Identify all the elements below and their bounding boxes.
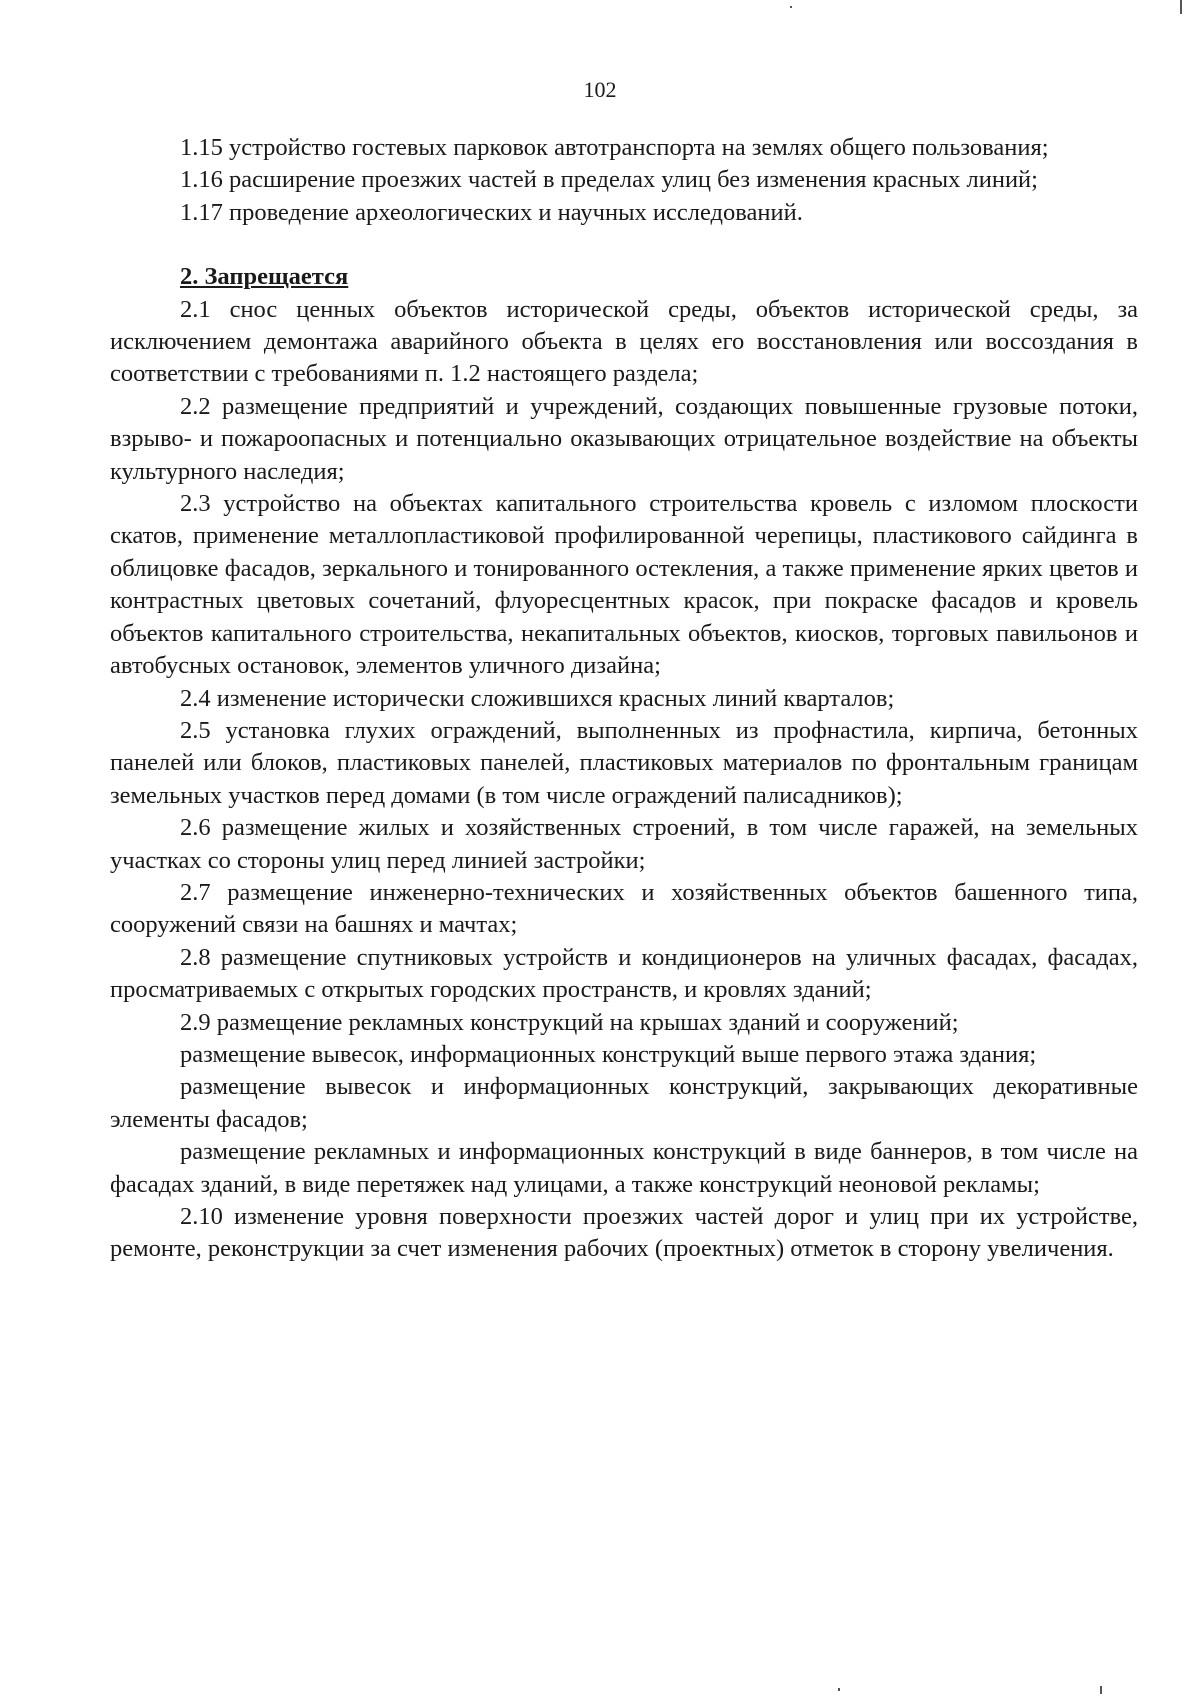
- paragraph-2-6: 2.6 размещение жилых и хозяйственных строений, в том числе гаражей, на земельных участках со стороны улиц перед линией застройки;: [110, 814, 1138, 874]
- section-heading-prohibited: 2. Запрещается: [180, 263, 349, 291]
- paragraph-2-9-signs: размещение вывесок, информационных конструкций выше первого этажа здания;: [180, 1040, 1037, 1068]
- paragraph-2-10: 2.10 изменение уровня поверхности проезжих частей дорог и улиц при их устройстве, ремонте, реконструкции за счет изменения рабочих (проектных) отметок в сторону увеличения.: [110, 1203, 1138, 1263]
- paragraph-2-4: 2.4 изменение исторически сложившихся красных линий кварталов;: [180, 684, 895, 712]
- paragraph-1-15: 1.15 устройство гостевых парковок автотранспорта на землях общего пользования;: [180, 134, 1049, 161]
- paragraph-2-9-banners: размещение рекламных и информационных конструкций в виде баннеров, в том числе на фасадах зданий, в виде перетяжек над улицами, а также конструкций неоновой рекламы;: [110, 1138, 1138, 1198]
- paragraph-2-8: 2.8 размещение спутниковых устройств и кондиционеров на уличных фасадах, фасадах, просматриваемых с открытых городских пространств, и кровлях зданий;: [110, 943, 1138, 1004]
- paragraph-2-9-decor: размещение вывесок и информационных конструкций, закрывающих декоративные элементы фасадов;: [110, 1073, 1138, 1133]
- paragraph-1-17: 1.17 проведение археологических и научных исследований.: [180, 198, 803, 226]
- page-number: 102: [583, 77, 617, 102]
- paragraph-1-16: 1.16 расширение проезжих частей в пределах улиц без изменения красных линий;: [180, 166, 1038, 194]
- scan-artifact-top-dot: [790, 6, 792, 8]
- scan-artifact-bottom-right: [1100, 1686, 1102, 1694]
- paragraph-2-1: 2.1 снос ценных объектов исторической среды, объектов исторической среды, за исключением демонтажа аварийного объекта в целях его восстановления или воссоздания в соответствии с требованиями п. 1.2 настоящего раздела;: [110, 295, 1138, 388]
- scan-artifact-bottom-dot: [838, 1688, 840, 1691]
- scan-artifact-top-right: [1180, 0, 1182, 14]
- document-body: [110, 132, 1138, 1266]
- paragraph-2-9: 2.9 размещение рекламных конструкций на крышах зданий и сооружений;: [180, 1008, 959, 1036]
- paragraph-2-2: 2.2 размещение предприятий и учреждений, создающих повышенные грузовые потоки, взрыво- и пожароопасных и потенциально оказывающих отрицательное воздействие на объекты культурного наследия;: [110, 392, 1138, 485]
- paragraph-2-3: 2.3 устройство на объектах капитального строительства кровель с изломом плоскости скатов, применение металлопластиковой профилированной черепицы, пластикового сайдинга в облицовке фасадов, зеркального и тонированного остекления, а также применение ярких цветов и контрастных цветовых сочетаний, флуоресцентных красок, при покраске фасадов и кровель объектов капитального строительства, некапитальных объектов, киосков, торговых павильонов и автобусных остановок, элементов уличного дизайна;: [110, 490, 1138, 680]
- paragraph-2-7: 2.7 размещение инженерно-технических и хозяйственных объектов башенного типа, сооружений связи на башнях и мачтах;: [110, 878, 1138, 939]
- paragraph-2-5: 2.5 установка глухих ограждений, выполненных из профнастила, кирпича, бетонных панелей или блоков, пластиковых панелей, пластиковых материалов по фронтальным границам земельных участков перед домами (в том числе ограждений палисадников);: [110, 716, 1138, 809]
